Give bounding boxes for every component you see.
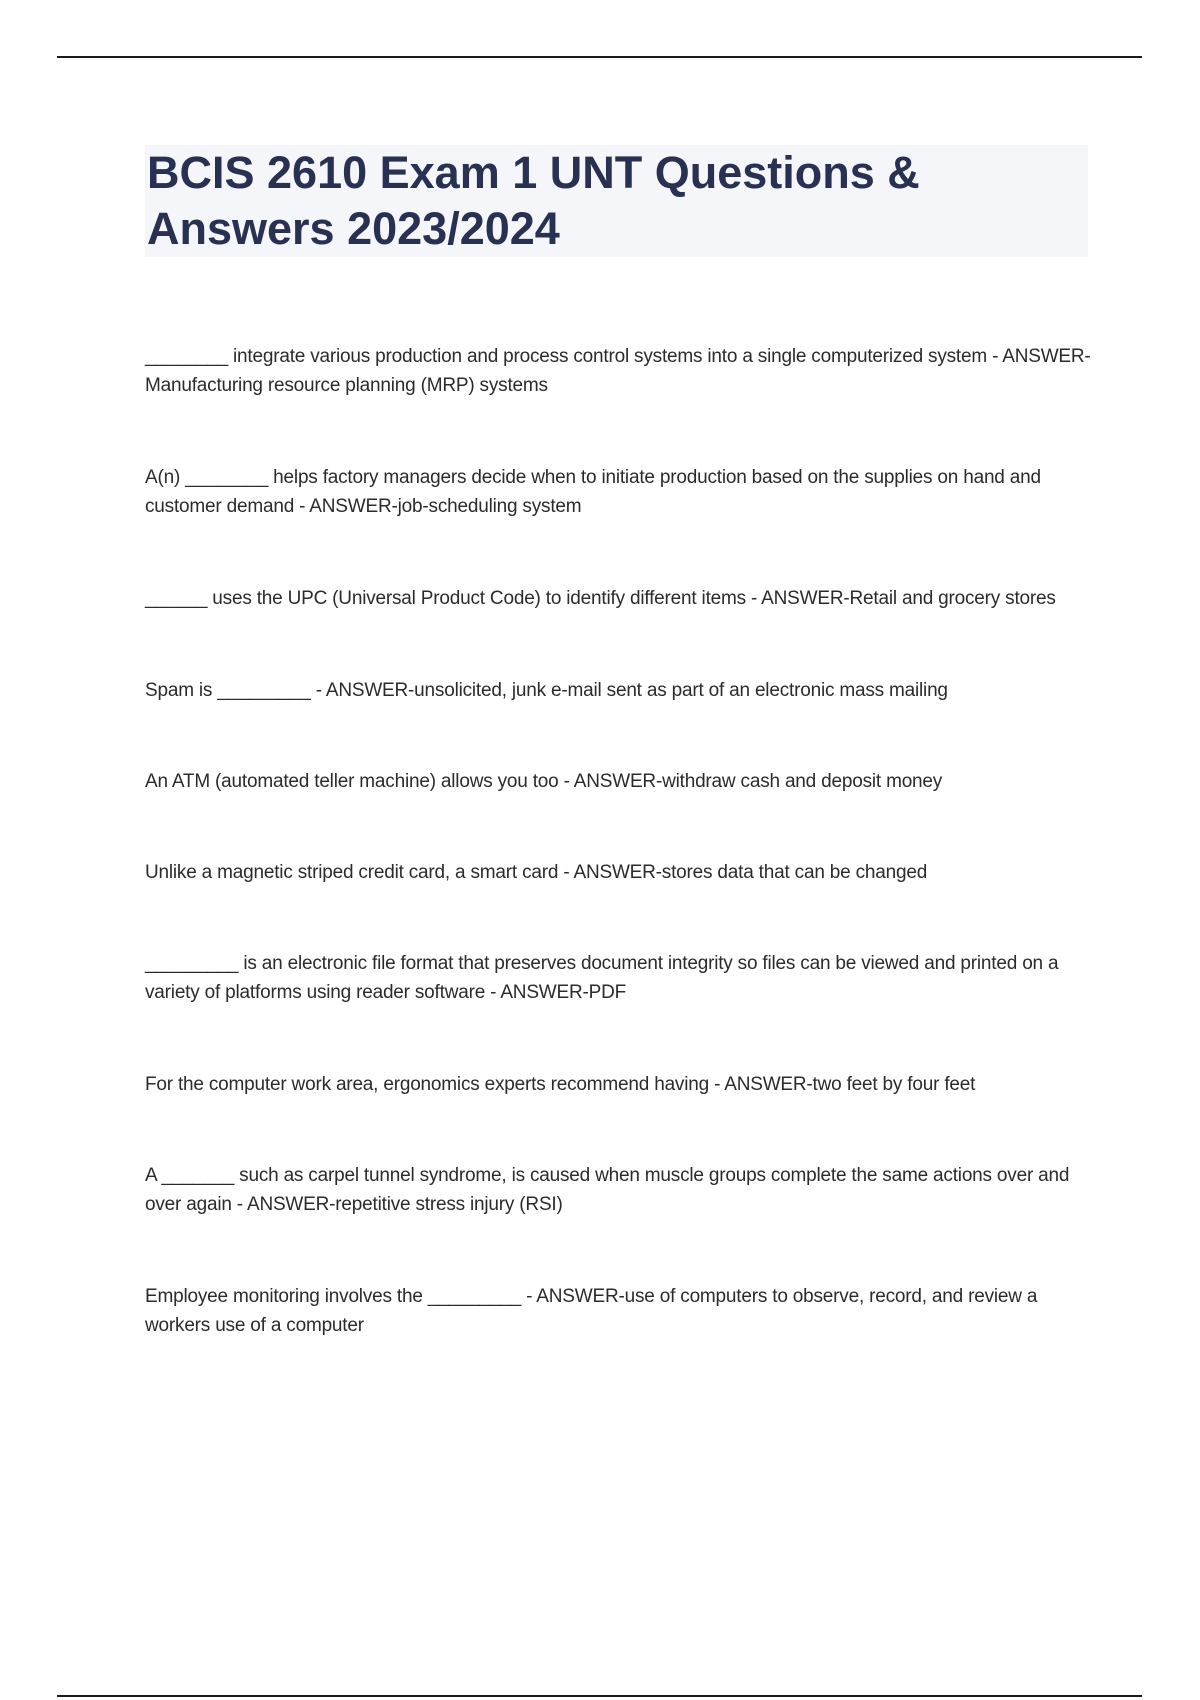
bottom-rule (57, 1695, 1142, 1697)
qa-item: Employee monitoring involves the _________ - ANSWER-use of computers to observe, record, and review a workers use of a computer (145, 1286, 1038, 1336)
qa-item: Unlike a magnetic striped credit card, a smart card - ANSWER-stores data that can be changed (145, 862, 928, 883)
qa-item: A(n) ________ helps factory managers decide when to initiate production based on the supplies on hand and customer demand - ANSWER-job-scheduling system (145, 467, 1041, 517)
qa-item: A _______ such as carpel tunnel syndrome, is caused when muscle groups complete the same actions over and over again - ANSWER-repetitive stress injury (RSI) (145, 1165, 1070, 1215)
qa-item: For the computer work area, ergonomics experts recommend having - ANSWER-two feet by four feet (145, 1074, 976, 1095)
qa-item: ______ uses the UPC (Universal Product Code) to identify different items - ANSWER-Retail and grocery stores (145, 588, 1056, 609)
document-title: BCIS 2610 Exam 1 UNT Questions & Answers 2023/2024 (147, 147, 920, 254)
qa-item: Spam is _________ - ANSWER-unsolicited, junk e-mail sent as part of an electronic mass mailing (145, 680, 948, 701)
top-rule (57, 56, 1142, 58)
qa-item: ________ integrate various production and process control systems into a single computerized system - ANSWER-Manufacturing resource planning (MRP) systems (145, 346, 1091, 396)
qa-item: _________ is an electronic file format that preserves document integrity so files can be viewed and printed on a variety of platforms using reader software - ANSWER-PDF (145, 953, 1059, 1003)
qa-list (145, 342, 1095, 1403)
qa-item: An ATM (automated teller machine) allows you too - ANSWER-withdraw cash and deposit money (145, 771, 943, 792)
title-block (145, 145, 1088, 257)
